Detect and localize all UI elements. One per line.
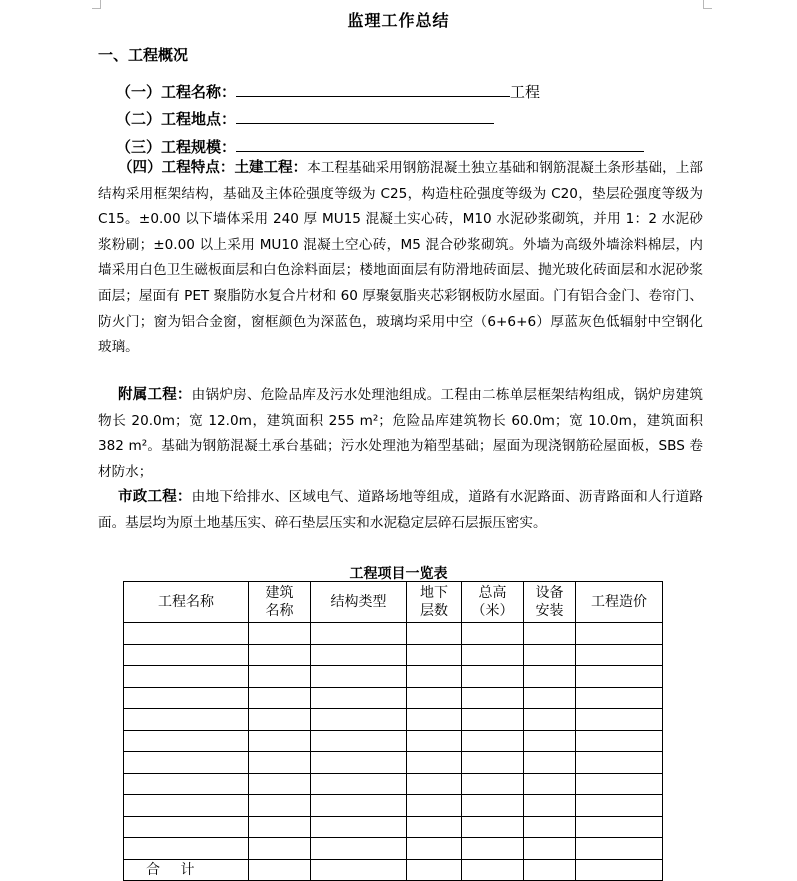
table-cell <box>407 687 462 709</box>
table-cell <box>249 816 311 838</box>
table-cell <box>407 859 462 881</box>
table-cell <box>576 838 663 860</box>
table-cell <box>311 859 407 881</box>
municipal-works-paragraph <box>98 485 703 536</box>
table-cell <box>124 666 249 688</box>
auxiliary-works-text: 由锅炉房、危险品库及污水处理池组成。工程由二栋单层框架结构组成，锅炉房建筑物长 20.0m；宽 12.0m，建筑面积 255 m²；危险品库建筑物长 60.0m；宽 10.0m，建筑面积 382 m²。基础为钢筋混凝土承台基础；污水处理池为箱型基础；屋面为现浇钢筋砼屋面板，SBS 卷材防水； <box>98 387 704 480</box>
table-cell <box>124 730 249 752</box>
civil-works-text: 本工程基础采用钢筋混凝土独立基础和钢筋混凝土条形基础，上部结构采用框架结构，基础及主体砼强度等级为 C25，构造柱砼强度等级为 C20，垫层砼强度等级为 C15。±0.00 以下墙体采用 240 厚 MU15 混凝土实心砖，M10 水泥砂浆砌筑，并用 1：2 水泥砂浆粉刷；±0.00 以上采用 MU10 混凝土空心砖，M5 混合砂浆砌筑。外墙为高级外墙涂料棉层，内墙采用白色卫生磁板面层和白色涂料面层；楼地面面层有防滑地砖面层、抛光玻化砖面层和水泥砂浆面层；屋面有 PET 聚脂防水复合片材和 60 厚聚氨脂夹芯彩钢板防水屋面。门有铝合金门、卷帘门、防火门；窗为铝合金窗，窗框颜色为深蓝色，玻璃均采用中空（6+6+6）厚蓝灰色低辐射中空钢化玻璃。 <box>98 160 704 356</box>
table-cell <box>249 773 311 795</box>
table-row <box>124 644 663 666</box>
project-name-blank <box>236 82 510 97</box>
table-cell <box>407 816 462 838</box>
total-label: 合 计 <box>124 859 249 881</box>
table-cell <box>524 838 576 860</box>
table-cell <box>124 773 249 795</box>
table-cell <box>462 838 524 860</box>
table-row <box>124 752 663 774</box>
header-cell: 地下 层数 <box>407 582 462 623</box>
municipal-works-text: 由地下给排水、区域电气、道路场地等组成，道路有水泥路面、沥青路面和人行道路面。基层均为原土地基压实、碎石垫层压实和水泥稳定层碎石层振压密实。 <box>98 489 704 531</box>
table-row <box>124 730 663 752</box>
project-location-blank <box>236 109 494 124</box>
project-location-label: （二）工程地点： <box>116 110 237 128</box>
header-cell: 工程名称 <box>124 582 249 623</box>
table-cell <box>576 859 663 881</box>
project-location-field <box>116 108 494 129</box>
project-list-table <box>123 581 663 881</box>
table-cell <box>249 687 311 709</box>
table-cell <box>249 859 311 881</box>
table-cell <box>124 709 249 731</box>
features-label: （四）工程特点： <box>118 160 235 176</box>
table-cell <box>524 644 576 666</box>
table-cell <box>124 623 249 645</box>
table-row <box>124 816 663 838</box>
table-cell <box>311 816 407 838</box>
table-cell <box>311 623 407 645</box>
table-row <box>124 773 663 795</box>
auxiliary-works-paragraph <box>98 383 703 485</box>
project-scale-blank <box>236 137 644 152</box>
table-cell <box>524 623 576 645</box>
table-cell <box>124 816 249 838</box>
table-cell <box>249 795 311 817</box>
table-cell <box>524 816 576 838</box>
table-cell <box>524 752 576 774</box>
table-cell <box>462 859 524 881</box>
table-cell <box>576 644 663 666</box>
table-cell <box>462 644 524 666</box>
table-cell <box>524 687 576 709</box>
table-cell <box>249 709 311 731</box>
table-cell <box>524 709 576 731</box>
table-cell <box>124 752 249 774</box>
table-cell <box>407 752 462 774</box>
table-cell <box>407 666 462 688</box>
table-cell <box>576 666 663 688</box>
table-cell <box>576 687 663 709</box>
table-cell <box>462 795 524 817</box>
table-cell <box>249 752 311 774</box>
table-cell <box>249 644 311 666</box>
table-row <box>124 709 663 731</box>
table-row <box>124 838 663 860</box>
table-row <box>124 795 663 817</box>
table-cell <box>311 838 407 860</box>
table-cell <box>311 709 407 731</box>
table-cell <box>124 687 249 709</box>
table-cell <box>407 709 462 731</box>
table-cell <box>124 644 249 666</box>
table-cell <box>576 623 663 645</box>
table-cell <box>311 666 407 688</box>
table-cell <box>124 838 249 860</box>
municipal-works-label: 市政工程： <box>118 489 192 505</box>
table-cell <box>407 644 462 666</box>
table-cell <box>576 816 663 838</box>
project-name-suffix: 工程 <box>510 83 541 101</box>
table-cell <box>576 773 663 795</box>
table-cell <box>311 795 407 817</box>
section-heading: 一、工程概况 <box>98 46 189 64</box>
project-scale-field <box>116 136 644 157</box>
table-cell <box>124 795 249 817</box>
table-cell <box>407 795 462 817</box>
table-cell <box>311 644 407 666</box>
table-cell <box>407 623 462 645</box>
table-cell <box>576 752 663 774</box>
table-cell <box>524 795 576 817</box>
table-cell <box>524 730 576 752</box>
table-cell <box>311 752 407 774</box>
project-name-field <box>116 81 540 102</box>
table-cell <box>462 709 524 731</box>
table-cell <box>462 623 524 645</box>
table-cell <box>249 730 311 752</box>
table-cell <box>311 687 407 709</box>
project-name-label: （一）工程名称： <box>116 83 237 101</box>
table-cell <box>524 666 576 688</box>
project-scale-label: （三）工程规模： <box>116 138 237 156</box>
table-cell <box>462 687 524 709</box>
table-total-row <box>124 859 663 881</box>
table-cell <box>462 752 524 774</box>
header-cell: 建筑 名称 <box>249 582 311 623</box>
civil-works-paragraph <box>98 156 703 361</box>
table-cell <box>407 730 462 752</box>
table-cell <box>524 773 576 795</box>
table-cell <box>249 666 311 688</box>
table-cell <box>249 623 311 645</box>
table-cell <box>462 666 524 688</box>
header-cell: 总高 （米） <box>462 582 524 623</box>
table-cell <box>407 773 462 795</box>
document-title: 监理工作总结 <box>347 11 450 30</box>
table-cell <box>576 709 663 731</box>
table-row <box>124 666 663 688</box>
table-row <box>124 687 663 709</box>
table-cell <box>524 859 576 881</box>
table-cell <box>576 730 663 752</box>
table-cell <box>407 838 462 860</box>
table-header-row <box>124 582 663 623</box>
table-cell <box>311 730 407 752</box>
table-cell <box>311 773 407 795</box>
table-caption: 工程项目一览表 <box>349 566 448 582</box>
table-cell <box>462 773 524 795</box>
table-cell <box>462 816 524 838</box>
header-cell: 结构类型 <box>311 582 407 623</box>
header-cell: 工程造价 <box>576 582 663 623</box>
civil-works-label: 土建工程： <box>234 160 308 176</box>
table-row <box>124 623 663 645</box>
header-cell: 设备 安装 <box>524 582 576 623</box>
table-cell <box>249 838 311 860</box>
table-cell <box>462 730 524 752</box>
auxiliary-works-label: 附属工程： <box>118 387 192 403</box>
table-cell <box>576 795 663 817</box>
